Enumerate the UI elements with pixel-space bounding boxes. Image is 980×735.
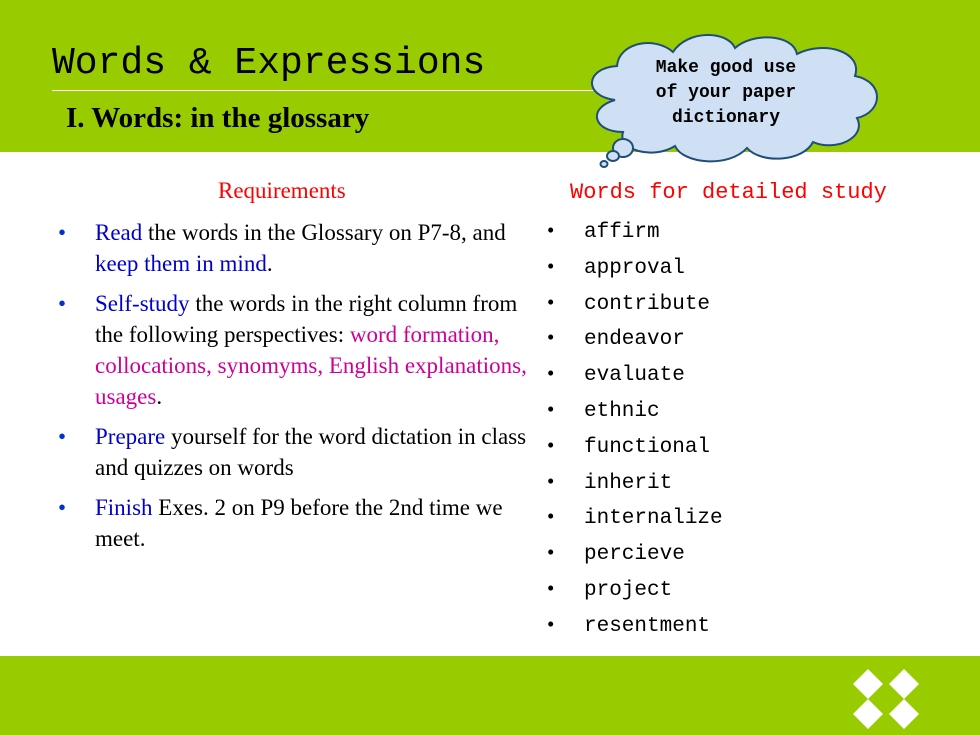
bullet-icon: • [547,611,555,636]
requirement-text: the words in the Glossary on P7-8, and [142,220,506,245]
word-item: ethnic [584,399,660,423]
requirement-end: . [156,384,163,409]
list-item [58,492,528,554]
requirement-text: the words in the right column from the following perspectives: [95,291,518,347]
bullet-icon: • [547,432,555,457]
bullet-icon: • [547,504,555,529]
word-item: approval [584,256,685,280]
word-item: contribute [584,292,711,316]
bullet-icon: • [58,424,67,449]
slide-title: Words & Expressions [52,42,486,85]
bullet-icon: • [547,396,555,421]
bullet-icon: • [547,325,555,350]
title-underline [52,90,612,91]
requirement-emphasis: word formation, collocations, synomyms, English explanations, usages [95,322,527,409]
word-item: project [584,578,673,602]
bullet-icon: • [547,253,555,278]
callout-line: dictionary [671,108,781,128]
list-item [547,358,723,394]
word-item: endeavor [584,328,685,352]
word-item: inherit [584,471,673,495]
list-item [547,501,723,537]
slide-subtitle: I. Words: in the glossary [66,102,370,134]
callout-text [618,56,834,131]
list-item [58,421,528,483]
callout-line: of your paper [655,83,797,103]
list-item [547,215,723,251]
requirement-emphasis: keep them in mind [95,251,267,276]
word-item: percieve [584,543,685,567]
callout-line: Make good use [655,58,797,78]
bullet-icon: • [547,289,555,314]
words-heading: Words for detailed study [570,180,887,205]
bullet-icon: • [547,540,555,565]
bullet-icon: • [58,220,67,245]
word-item: resentment [584,614,711,638]
word-item: evaluate [584,364,685,388]
list-item [547,322,723,358]
requirements-heading: Requirements [218,178,346,203]
requirement-text: Exes. 2 on P9 before the 2nd time we meet [95,495,503,551]
requirement-lead: Prepare [95,424,166,449]
requirement-text: yourself for the word dictation in class and quizzes on words [95,424,527,480]
bullet-icon: • [547,468,555,493]
bullet-icon: • [547,218,555,242]
words-list [547,215,723,645]
list-item [58,217,528,279]
word-item: affirm [584,221,660,244]
bullet-icon: • [547,575,555,600]
footer-band [0,656,980,735]
word-item: functional [584,435,711,459]
bullet-icon: • [58,291,67,316]
requirement-end: . [139,526,146,551]
bullet-icon: • [547,361,555,386]
requirement-lead: Read [95,220,143,245]
list-item [547,609,723,645]
list-item [58,288,528,412]
requirement-lead: Self-study [95,291,190,316]
bullet-icon: • [58,495,67,520]
requirements-list [58,217,528,563]
list-item [547,394,723,430]
word-item: internalize [584,507,723,531]
list-item [547,430,723,466]
list-item [547,573,723,609]
four-diamonds-icon [851,668,921,730]
requirement-lead: Finish [95,495,153,520]
requirement-end: . [266,251,273,276]
list-item [547,251,723,287]
list-item [547,537,723,573]
list-item [547,466,723,502]
list-item [547,287,723,323]
